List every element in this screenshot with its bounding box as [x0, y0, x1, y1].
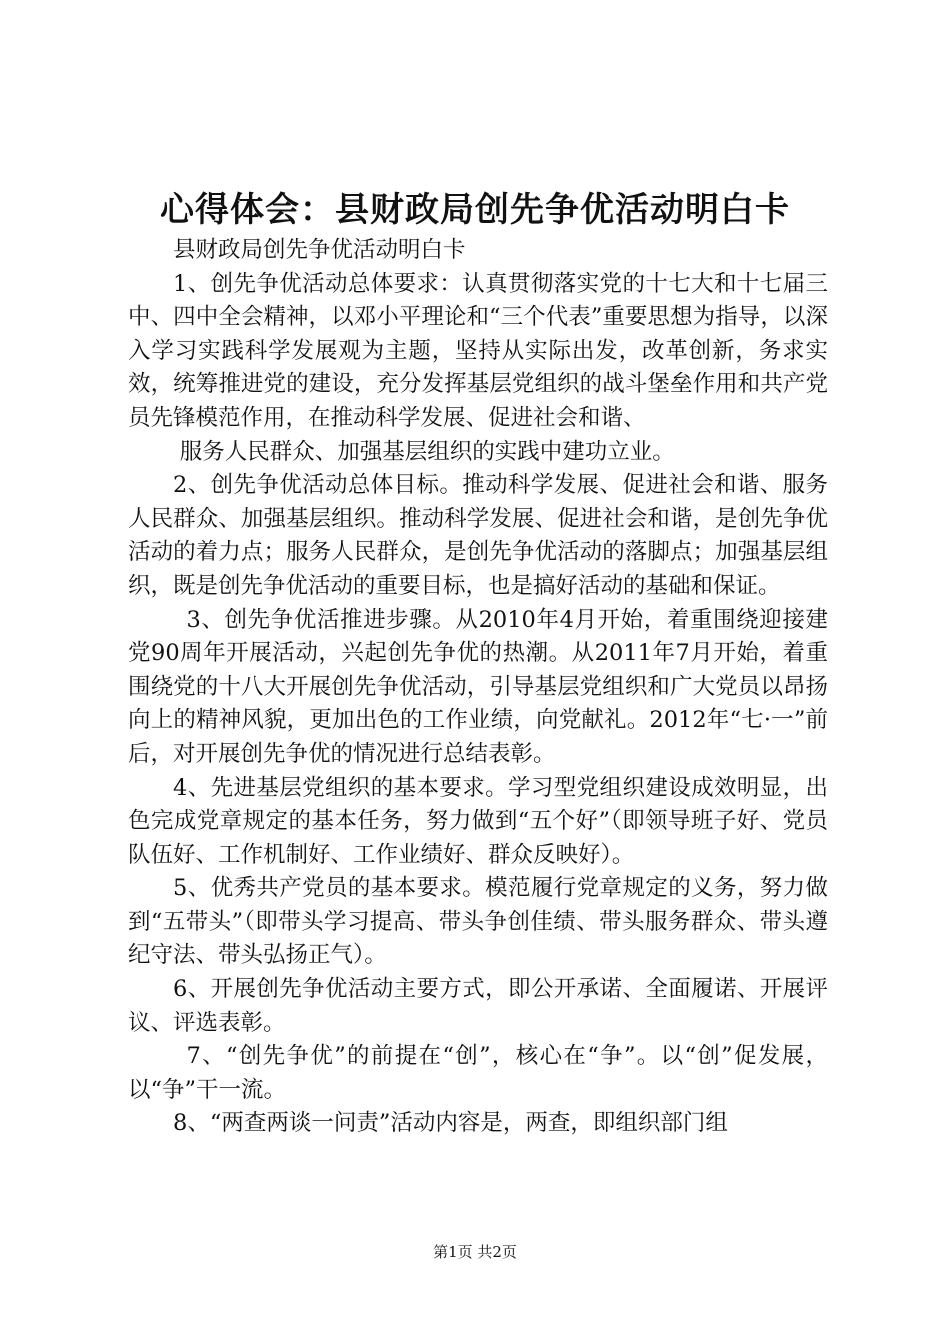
- paragraph-5: 5、优秀共产党员的基本要求。模范履行党章规定的义务，努力做到“五带头”（即带头学习提高、带头争创佳绩、带头服务群众、带头遵纪守法、带头弘扬正气）。: [128, 875, 828, 969]
- paragraph-6: 6、开展创先争优活动主要方式，即公开承诺、全面履诺、开展评议、评选表彰。: [128, 976, 828, 1036]
- paragraph-1: 1、创先争优活动总体要求：认真贯彻落实党的十七大和十七届三中、四中全会精神，以邓小平理论和“三个代表”重要思想为指导，以深入学习实践科学发展观为主题，坚持从实际出发，改革创新，务求实效，统筹推进党的建设，充分发挥基层党组织的战斗堡垒作用和共产党员先锋模范作用，在推动科学发展、促进社会和谐、: [128, 270, 828, 431]
- paragraph-8: 8、“两查两谈一问责”活动内容是，两查，即组织部门组: [173, 1110, 728, 1137]
- paragraph-7: 7、“创先争优”的前提在“创”，核心在“争”。以“创”促发展，以“争”干一流。: [128, 1043, 828, 1103]
- document-subtitle: 县财政局创先争优活动明白卡: [173, 237, 466, 263]
- paragraph-1-continued: 服务人民群众、加强基层组织的实践中建功立业。: [179, 438, 675, 465]
- document-body: [128, 234, 828, 1141]
- document-title: 心得体会：县财政局创先争优活动明白卡: [160, 190, 790, 230]
- page-number-footer: 第1页 共2页: [433, 1243, 517, 1261]
- paragraph-4: 4、先进基层党组织的基本要求。学习型党组织建设成效明显，出色完成党章规定的基本任务，努力做到“五个好”（即领导班子好、党员队伍好、工作机制好、工作业绩好、群众反映好）。: [128, 774, 828, 868]
- paragraph-2: 2、创先争优活动总体目标。推动科学发展、促进社会和谐、服务人民群众、加强基层组织。推动科学发展、促进社会和谐，是创先争优活动的着力点；服务人民群众，是创先争优活动的落脚点；加强基层组织，既是创先争优活动的重要目标，也是搞好活动的基础和保证。: [128, 472, 828, 599]
- paragraph-3: 3、创先争优活推进步骤。从2010年4月开始，着重围绕迎接建党90周年开展活动，兴起创先争优的热潮。从2011年7月开始，着重围绕党的十八大开展创先争优活动，引导基层党组织和广大党员以昂扬向上的精神风貌，更加出色的工作业绩，向党献礼。2012年“七·一”前后，对开展创先争优的情况进行总结表彰。: [128, 606, 828, 767]
